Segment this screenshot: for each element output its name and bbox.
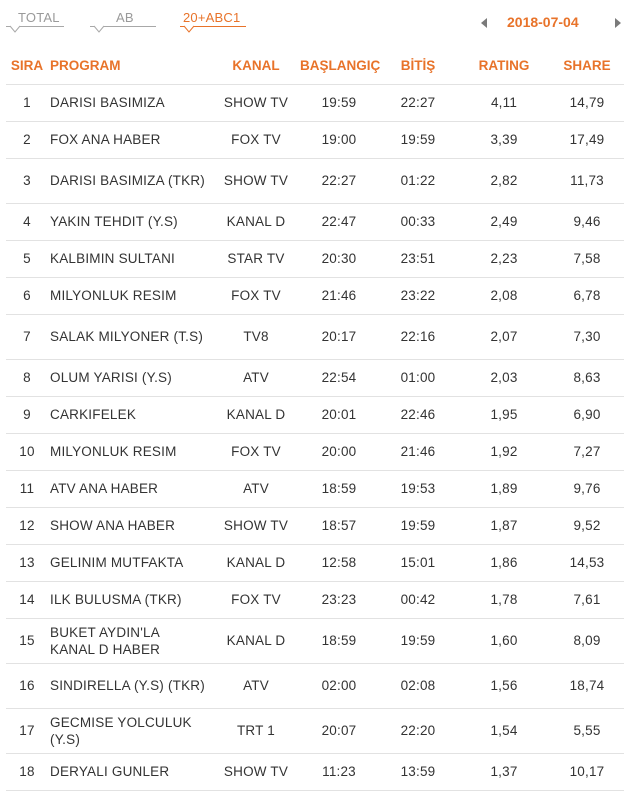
cell-end: 19:59 (378, 618, 458, 663)
cell-share: 18,74 (550, 663, 624, 708)
cell-channel: SHOW TV (212, 507, 300, 544)
cell-channel: ATV (212, 470, 300, 507)
cell-rating: 1,56 (458, 663, 550, 708)
cell-program: SALAK MILYONER (T.S) (48, 314, 212, 359)
cell-program: DARISI BASIMIZA (TKR) (48, 158, 212, 203)
cell-rank: 11 (6, 470, 48, 507)
table-row[interactable] (6, 507, 624, 544)
cell-end: 23:22 (378, 277, 458, 314)
cell-end: 02:08 (378, 663, 458, 708)
cell-end: 19:59 (378, 121, 458, 158)
table-row[interactable] (6, 158, 624, 203)
cell-program: DERYALI GUNLER (48, 753, 212, 790)
cell-share: 9,46 (550, 203, 624, 240)
cell-start: 18:59 (300, 618, 378, 663)
table-row[interactable] (6, 277, 624, 314)
cell-rating: 1,89 (458, 470, 550, 507)
cell-start: 19:59 (300, 84, 378, 121)
cell-end: 19:53 (378, 470, 458, 507)
tab-total-label: TOTAL (18, 10, 60, 25)
header-share[interactable]: SHARE (563, 58, 611, 74)
cell-rating: 1,78 (458, 581, 550, 618)
cell-rank: 12 (6, 507, 48, 544)
cell-rank: 3 (6, 158, 48, 203)
cell-channel: TRT 1 (212, 708, 300, 753)
tab-20-abc1[interactable] (180, 8, 248, 34)
cell-rating: 1,60 (458, 618, 550, 663)
table-row[interactable] (6, 84, 624, 121)
cell-end: 22:20 (378, 708, 458, 753)
table-row[interactable] (6, 470, 624, 507)
cell-program: GELINIM MUTFAKTA (48, 544, 212, 581)
cell-start: 20:07 (300, 708, 378, 753)
cell-channel: FOX TV (212, 433, 300, 470)
cell-start: 23:23 (300, 581, 378, 618)
cell-channel: ATV (212, 663, 300, 708)
ratings-table (6, 48, 624, 791)
cell-share: 6,90 (550, 396, 624, 433)
table-header-row (6, 48, 624, 84)
cell-rating: 2,23 (458, 240, 550, 277)
cell-program: SINDIRELLA (Y.S) (TKR) (48, 663, 212, 708)
table-row[interactable] (6, 359, 624, 396)
cell-start: 12:58 (300, 544, 378, 581)
cell-rank: 1 (6, 84, 48, 121)
top-bar (0, 0, 631, 44)
cell-channel: SHOW TV (212, 158, 300, 203)
cell-rank: 2 (6, 121, 48, 158)
cell-rating: 1,37 (458, 753, 550, 790)
cell-rating: 2,49 (458, 203, 550, 240)
tab-ab-label: AB (116, 10, 134, 25)
cell-rating: 2,07 (458, 314, 550, 359)
table-row[interactable] (6, 663, 624, 708)
cell-start: 20:17 (300, 314, 378, 359)
date-navigator (481, 14, 621, 34)
table-row[interactable] (6, 708, 624, 753)
cell-start: 20:00 (300, 433, 378, 470)
cell-end: 23:51 (378, 240, 458, 277)
cell-share: 7,58 (550, 240, 624, 277)
tab-ab[interactable] (90, 8, 158, 34)
table-row[interactable] (6, 314, 624, 359)
table-row[interactable] (6, 581, 624, 618)
cell-channel: SHOW TV (212, 84, 300, 121)
table-row[interactable] (6, 753, 624, 790)
header-end[interactable]: BİTİŞ (400, 58, 436, 74)
cell-channel: STAR TV (212, 240, 300, 277)
cell-rating: 1,86 (458, 544, 550, 581)
cell-end: 01:22 (378, 158, 458, 203)
table-row[interactable] (6, 240, 624, 277)
header-start[interactable]: BAŞLANGIÇ (300, 58, 381, 74)
header-program[interactable]: PROGRAM (50, 58, 121, 74)
cell-rating: 4,11 (458, 84, 550, 121)
cell-share: 8,09 (550, 618, 624, 663)
tab-pointer-icon (94, 25, 104, 33)
cell-end: 22:46 (378, 396, 458, 433)
table-row[interactable] (6, 121, 624, 158)
cell-rank: 17 (6, 708, 48, 753)
cell-start: 18:59 (300, 470, 378, 507)
table-row[interactable] (6, 544, 624, 581)
cell-program: DARISI BASIMIZA (48, 84, 212, 121)
cell-rating: 3,39 (458, 121, 550, 158)
cell-rank: 14 (6, 581, 48, 618)
tab-total[interactable] (6, 8, 66, 34)
cell-share: 14,53 (550, 544, 624, 581)
cell-rank: 15 (6, 618, 48, 663)
cell-program: YAKIN TEHDIT (Y.S) (48, 203, 212, 240)
cell-end: 21:46 (378, 433, 458, 470)
cell-end: 13:59 (378, 753, 458, 790)
cell-program: ILK BULUSMA (TKR) (48, 581, 212, 618)
cell-rank: 9 (6, 396, 48, 433)
cell-program: MILYONLUK RESIM (48, 433, 212, 470)
cell-rank: 18 (6, 753, 48, 790)
table-row[interactable] (6, 433, 624, 470)
cell-rank: 6 (6, 277, 48, 314)
cell-channel: TV8 (212, 314, 300, 359)
cell-end: 15:01 (378, 544, 458, 581)
cell-rating: 1,87 (458, 507, 550, 544)
cell-channel: KANAL D (212, 544, 300, 581)
cell-end: 19:59 (378, 507, 458, 544)
current-date: 2018-07-04 (507, 14, 579, 30)
cell-program: MILYONLUK RESIM (48, 277, 212, 314)
cell-channel: ATV (212, 359, 300, 396)
cell-share: 17,49 (550, 121, 624, 158)
cell-start: 19:00 (300, 121, 378, 158)
cell-program: BUKET AYDIN'LA KANAL D HABER (48, 618, 212, 663)
cell-program: SHOW ANA HABER (48, 507, 212, 544)
cell-program: FOX ANA HABER (48, 121, 212, 158)
cell-program: GECMISE YOLCULUK (Y.S) (48, 708, 212, 753)
cell-start: 22:47 (300, 203, 378, 240)
table-body (6, 84, 624, 790)
cell-end: 00:42 (378, 581, 458, 618)
cell-channel: SHOW TV (212, 753, 300, 790)
cell-rating: 1,54 (458, 708, 550, 753)
cell-share: 10,17 (550, 753, 624, 790)
cell-rank: 8 (6, 359, 48, 396)
cell-rank: 10 (6, 433, 48, 470)
chevron-left-icon[interactable] (481, 18, 487, 28)
cell-program: OLUM YARISI (Y.S) (48, 359, 212, 396)
tab-pointer-icon (184, 25, 194, 33)
header-rank[interactable]: SIRA (10, 58, 44, 74)
cell-channel: KANAL D (212, 618, 300, 663)
cell-share: 8,63 (550, 359, 624, 396)
cell-channel: FOX TV (212, 277, 300, 314)
table-row[interactable] (6, 618, 624, 663)
cell-start: 18:57 (300, 507, 378, 544)
cell-share: 14,79 (550, 84, 624, 121)
cell-start: 20:01 (300, 396, 378, 433)
cell-channel: FOX TV (212, 121, 300, 158)
cell-rating: 2,82 (458, 158, 550, 203)
cell-share: 6,78 (550, 277, 624, 314)
cell-program: KALBIMIN SULTANI (48, 240, 212, 277)
cell-share: 5,55 (550, 708, 624, 753)
cell-end: 22:27 (378, 84, 458, 121)
cell-share: 7,27 (550, 433, 624, 470)
tab-pointer-icon (10, 25, 20, 33)
header-channel[interactable]: KANAL (232, 58, 280, 74)
cell-start: 02:00 (300, 663, 378, 708)
cell-rank: 4 (6, 203, 48, 240)
cell-channel: FOX TV (212, 581, 300, 618)
table-row[interactable] (6, 396, 624, 433)
table-row[interactable] (6, 203, 624, 240)
cell-start: 21:46 (300, 277, 378, 314)
cell-channel: KANAL D (212, 203, 300, 240)
cell-share: 9,76 (550, 470, 624, 507)
cell-rank: 13 (6, 544, 48, 581)
cell-share: 11,73 (550, 158, 624, 203)
cell-start: 11:23 (300, 753, 378, 790)
cell-start: 20:30 (300, 240, 378, 277)
cell-start: 22:54 (300, 359, 378, 396)
cell-end: 22:16 (378, 314, 458, 359)
cell-end: 01:00 (378, 359, 458, 396)
chevron-right-icon[interactable] (615, 18, 621, 28)
cell-rating: 1,92 (458, 433, 550, 470)
tab-20-abc1-label: 20+ABC1 (183, 10, 241, 25)
cell-channel: KANAL D (212, 396, 300, 433)
cell-end: 00:33 (378, 203, 458, 240)
cell-rating: 1,95 (458, 396, 550, 433)
cell-program: CARKIFELEK (48, 396, 212, 433)
cell-program: ATV ANA HABER (48, 470, 212, 507)
cell-rating: 2,03 (458, 359, 550, 396)
cell-rank: 16 (6, 663, 48, 708)
cell-rank: 7 (6, 314, 48, 359)
cell-rating: 2,08 (458, 277, 550, 314)
header-rating[interactable]: RATING (478, 58, 530, 74)
cell-rank: 5 (6, 240, 48, 277)
cell-share: 9,52 (550, 507, 624, 544)
cell-share: 7,30 (550, 314, 624, 359)
cell-start: 22:27 (300, 158, 378, 203)
cell-share: 7,61 (550, 581, 624, 618)
